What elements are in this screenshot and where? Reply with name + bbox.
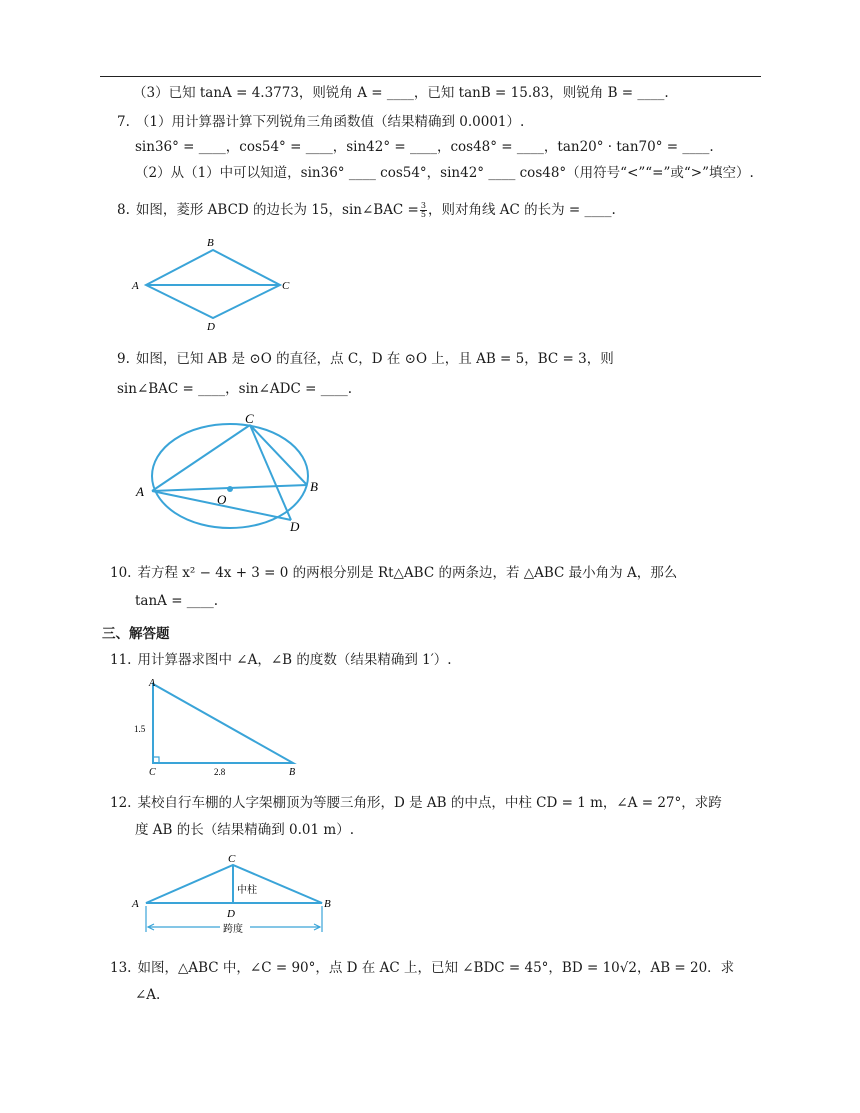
q12-line1 [110,794,722,812]
q13-line2: ∠A. [135,987,161,1003]
triangle-side-ac: 1.5 [134,724,146,734]
q11-number: 11. [110,652,132,668]
truss-pillar-label: 中柱 [237,885,257,896]
circle-label-a: A [136,484,144,499]
rhombus-label-c: C [282,280,290,292]
right-triangle-figure [132,676,304,778]
header-rule [100,76,761,77]
rhombus-figure [128,232,298,336]
q12-line1-text: 某校自行车棚的人字架棚顶为等腰三角形，D 是 AB 的中点，中柱 CD = 1 m，∠A = 27°，求跨 [137,795,722,811]
circle-label-o: O [217,492,227,507]
q8-fraction [420,202,427,219]
q9-line2: sin∠BAC = ____，sin∠ADC = ____. [117,381,352,397]
q7-number: 7. [117,114,130,130]
circle-label-d: D [290,519,300,534]
q9-line1-text: 如图，已知 AB 是 ⊙O 的直径，点 C，D 在 ⊙O 上，且 AB = 5，BC = 3，则 [135,351,614,367]
q13-line1 [110,959,734,977]
section-answer-questions: 三、解答题 [102,626,170,642]
q11-line1-text: 用计算器求图中 ∠A，∠B 的度数（结果精确到 1′）. [137,652,452,668]
truss-label-c: C [228,853,236,865]
span-label: 跨度 [223,924,243,935]
q7-line1 [117,113,524,131]
circle-label-b: B [310,479,318,494]
q11-line1 [110,651,452,669]
rhombus-label-b: B [207,237,214,249]
roof-truss-figure [128,850,340,938]
q10-line2: tanA = ____. [135,593,219,609]
q8-text-b: ，则对角线 AC 的长为 = ____. [427,202,616,218]
q10-line1-text: 若方程 x² − 4x + 3 = 0 的两根分别是 Rt△ABC 的两条边，若 △ABC 最小角为 A，那么 [137,565,678,581]
rhombus-label-d: D [207,321,215,333]
q13-number: 13. [110,960,132,976]
q8-text [117,201,616,219]
q12-number: 12. [110,795,132,811]
q9-number: 9. [117,351,130,367]
chord-cb [250,425,307,485]
truss-label-b: B [324,898,331,910]
q8-frac-numerator: 3 [420,201,426,210]
q8-number: 8. [117,202,130,218]
rhombus-label-a: A [132,280,139,292]
q10-line1 [110,564,677,582]
q8-frac-denominator: 5 [420,210,426,219]
q9-line1 [117,350,614,368]
q7-line3: （2）从（1）中可以知道，sin36° ____ cos54°，sin42° ____ cos48°（用符号“<”“=”或“>”填空）. [135,165,754,181]
q12-line2: 度 AB 的长（结果精确到 0.01 m）. [135,822,354,838]
q7-line2: sin36° = ____，cos54° = ____，sin42° = ____，cos48° = ____，tan20° · tan70° = ____. [135,139,714,155]
q10-number: 10. [110,565,132,581]
q6-part3-text: （3）已知 tanA = 4.3773，则锐角 A = ____，已知 tanB = 15.83，则锐角 B = ____. [133,85,669,101]
truss-label-d: D [227,908,235,920]
center-point [227,486,233,492]
circle-figure [132,412,332,534]
truss-label-a: A [132,898,139,910]
chord-ac [152,425,250,491]
triangle-abc [153,684,293,763]
triangle-side-cb: 2.8 [214,767,226,777]
q13-line1-text: 如图，△ABC 中，∠C = 90°，点 D 在 AC 上，已知 ∠BDC = 45°，BD = 10√2，AB = 20．求 [137,960,735,976]
q7-line1-text: （1）用计算器计算下列锐角三角函数值（结果精确到 0.0001）. [135,114,525,130]
triangle-label-a: A [149,678,156,689]
triangle-label-b: B [289,767,296,778]
triangle-label-c: C [149,767,156,778]
circle-label-c: C [245,412,254,426]
q8-text-a: 如图，菱形 ABCD 的边长为 15，sin∠BAC = [135,202,419,218]
